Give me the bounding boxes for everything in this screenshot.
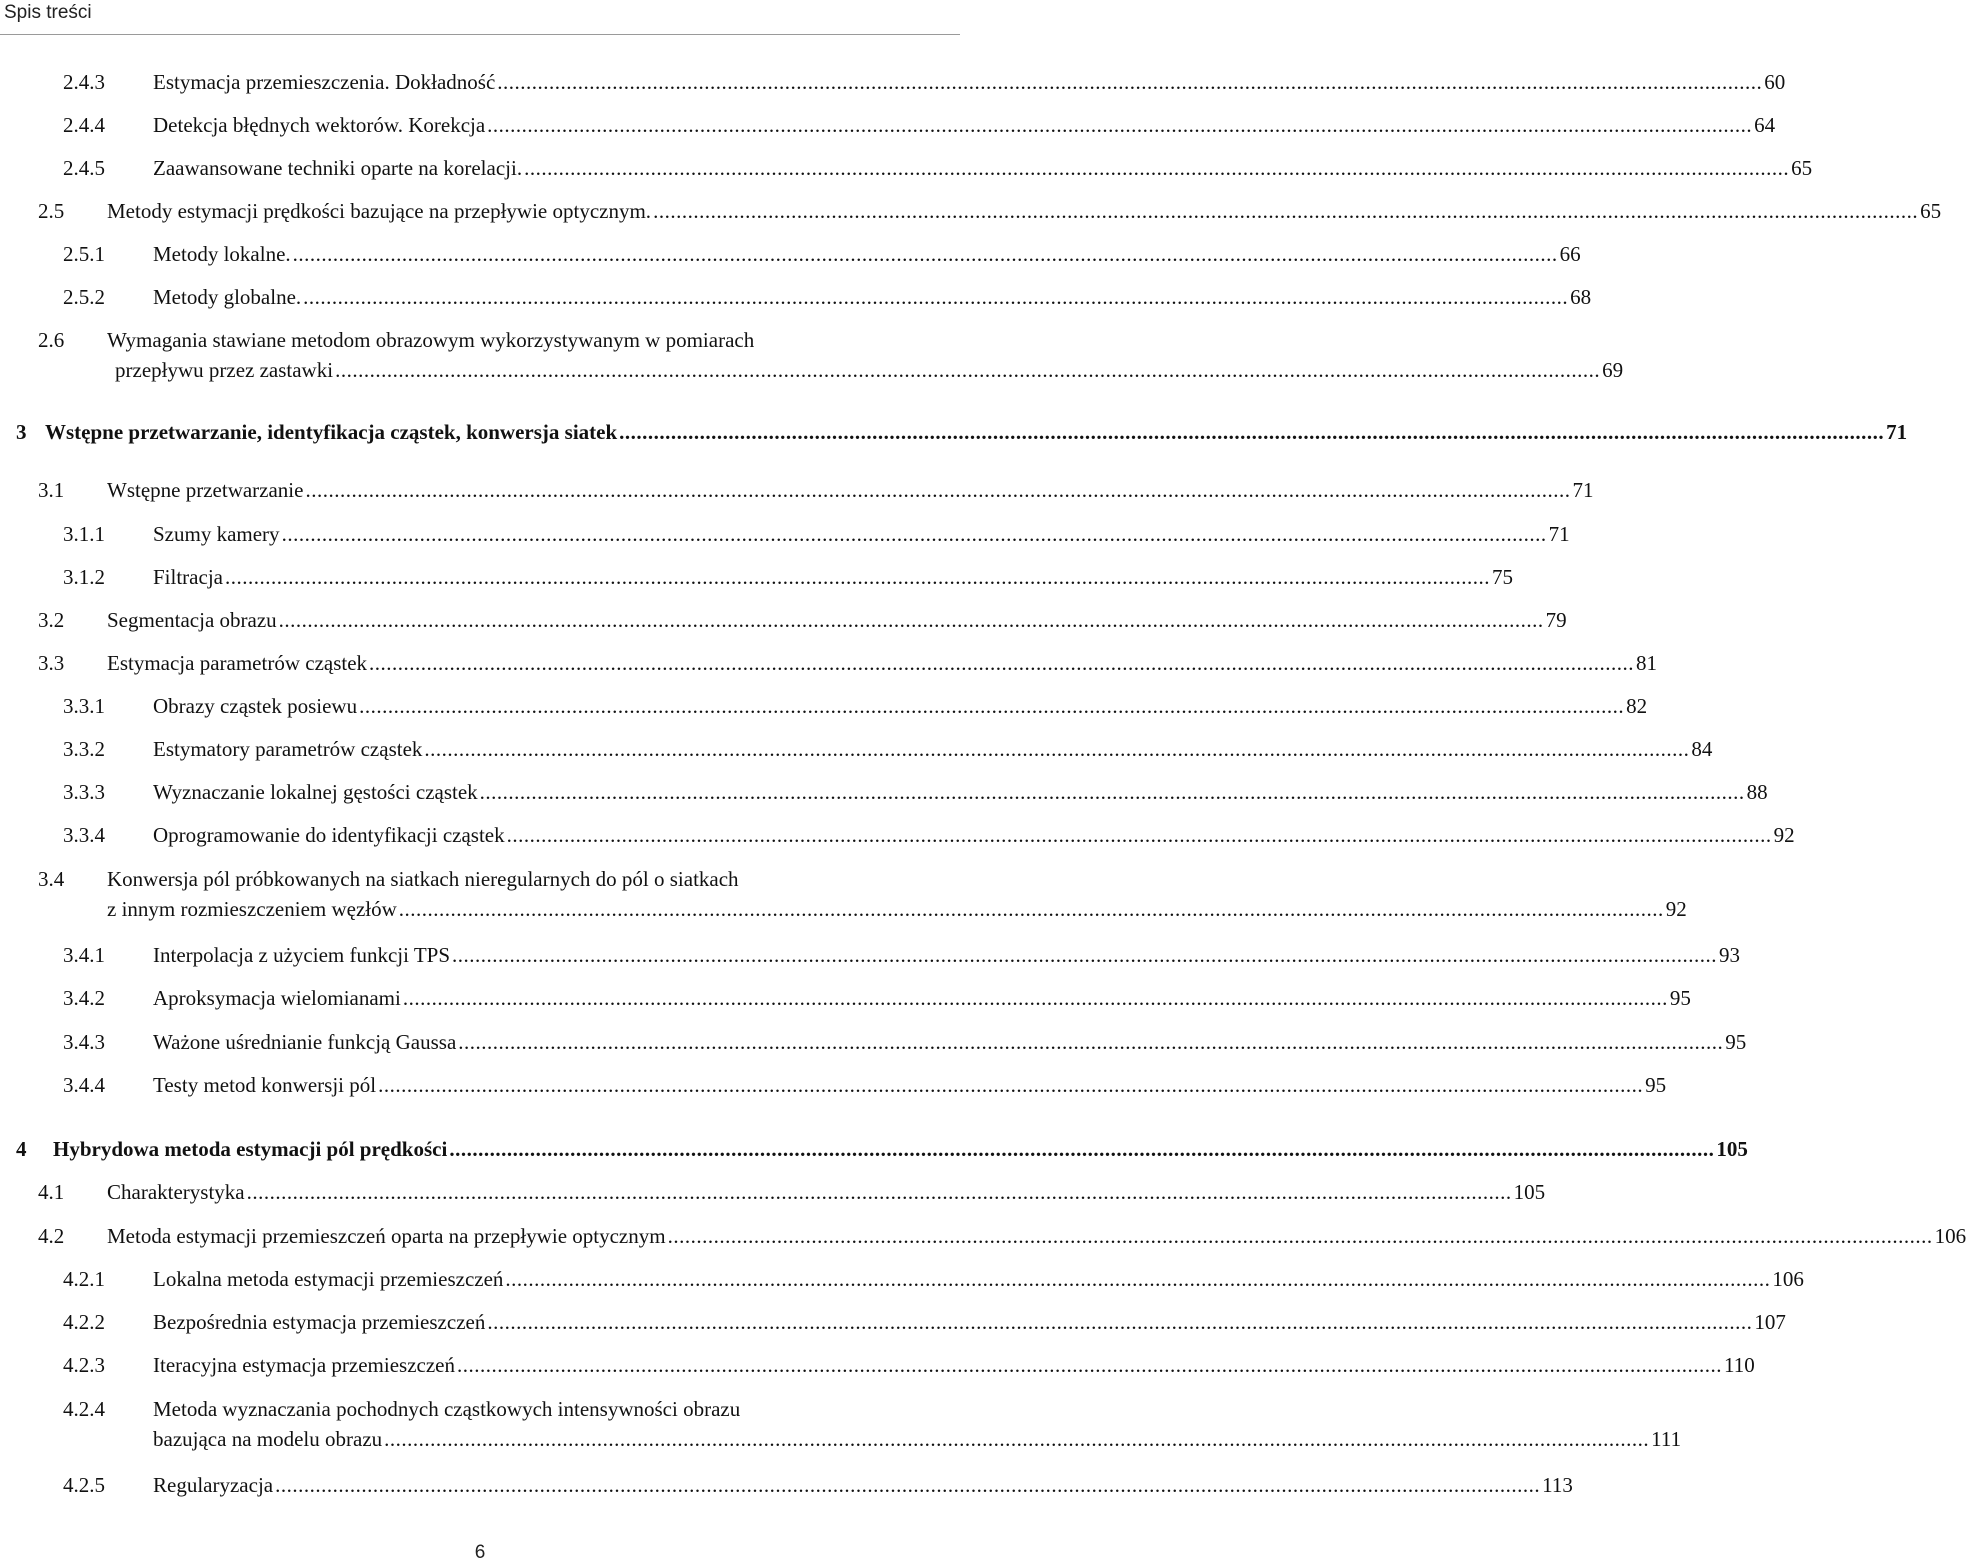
toc-entry-page: 79: [1545, 608, 1567, 632]
toc-entry-title: Ważone uśrednianie funkcją Gaussa: [153, 1030, 457, 1054]
toc-entry-number: 4.2: [38, 1224, 65, 1248]
toc-entry-title: Charakterystyka: [107, 1180, 245, 1204]
toc-entry-number: 4.2.3: [63, 1353, 105, 1377]
page-header: [0, 0, 960, 35]
toc-entry-title: Metoda estymacji przemieszczeń oparta na przepływie optycznym: [107, 1224, 666, 1248]
toc-entry-page: 110: [1723, 1353, 1755, 1377]
toc-entry-number: 4: [16, 1137, 27, 1161]
header-title: Spis treści: [4, 2, 92, 23]
toc-entry-page: 65: [1920, 199, 1942, 223]
dot-leader: ............................................................................................................................................................................................................................: [335, 358, 1601, 382]
dot-leader: ............................................................................................................................................................................................................................: [402, 986, 1668, 1010]
toc-entry-title: Metoda wyznaczania pochodnych cząstkowych intensywności obrazu: [153, 1397, 741, 1421]
toc-entry-page: 65: [1791, 156, 1813, 180]
dot-leader: ............................................................................................................................................................................................................................: [619, 420, 1885, 444]
toc-entry-page: 92: [1773, 823, 1795, 847]
toc-entry-number: 3.4.2: [63, 986, 105, 1010]
toc-entry-number: 3.3: [38, 651, 65, 675]
toc-entry-number: 4.2.1: [63, 1267, 105, 1291]
dot-leader: ............................................................................................................................................................................................................................: [398, 897, 1664, 921]
toc-entry-page: 105: [1513, 1180, 1546, 1204]
toc-entry-number: 2.5: [38, 199, 65, 223]
toc-entry-page: 111: [1651, 1427, 1682, 1451]
toc-entry-number: 3.4.3: [63, 1030, 105, 1054]
toc-entry-page: 95: [1725, 1030, 1747, 1054]
toc-entry-page: 95: [1645, 1073, 1667, 1097]
toc-entry-title: Hybrydowa metoda estymacji pól prędkości: [53, 1137, 448, 1161]
dot-leader: ............................................................................................................................................................................................................................: [487, 1310, 1753, 1334]
toc-entry-title: Aproksymacja wielomianami: [153, 986, 401, 1010]
dot-leader: ............................................................................................................................................................................................................................: [378, 1073, 1644, 1097]
dot-leader: ............................................................................................................................................................................................................................: [275, 1473, 1541, 1497]
dot-leader: ............................................................................................................................................................................................................................: [667, 1224, 1933, 1248]
toc-entry-number: 3.3.3: [63, 780, 105, 804]
toc-entry-title: Estymacja przemieszczenia. Dokładność: [153, 70, 496, 94]
dot-leader: ............................................................................................................................................................................................................................: [505, 1267, 1771, 1291]
toc-entry-page: 64: [1754, 113, 1776, 137]
toc-entry-number: 4.2.5: [63, 1473, 105, 1497]
toc-entry-page: 105: [1716, 1137, 1748, 1161]
toc-entry-number: 3.1.2: [63, 565, 105, 589]
dot-leader: ............................................................................................................................................................................................................................: [487, 113, 1753, 137]
dot-leader: ............................................................................................................................................................................................................................: [303, 285, 1569, 309]
dot-leader: ............................................................................................................................................................................................................................: [653, 199, 1919, 223]
toc-entry-number: 3.1.1: [63, 522, 105, 546]
toc-entry-page: 75: [1491, 565, 1513, 589]
dot-leader: ............................................................................................................................................................................................................................: [456, 1353, 1722, 1377]
toc-entry-number: 2.4.3: [63, 70, 105, 94]
dot-leader: ............................................................................................................................................................................................................................: [524, 156, 1790, 180]
toc-entry-title: bazująca na modelu obrazu: [153, 1427, 383, 1451]
toc-entry-title: Segmentacja obrazu: [107, 608, 277, 632]
toc-entry-title: Zaawansowane techniki oparte na korelacji.: [153, 156, 523, 180]
toc-entry-page: 93: [1719, 943, 1741, 967]
toc-entry-title: Estymatory parametrów cząstek: [153, 737, 423, 761]
dot-leader: ............................................................................................................................................................................................................................: [224, 565, 1490, 589]
toc-entry-number: 4.1: [38, 1180, 65, 1204]
toc-entry-number: 2.4.4: [63, 113, 105, 137]
toc-entry-title: Filtracja: [153, 565, 223, 589]
toc-entry-title: Detekcja błędnych wektorów. Korekcja: [153, 113, 486, 137]
toc-entry-title: Obrazy cząstek posiewu: [153, 694, 358, 718]
toc-entry-number: 2.5.2: [63, 285, 105, 309]
toc-entry-page: 95: [1669, 986, 1691, 1010]
toc-entry-title: Bezpośrednia estymacja przemieszczeń: [153, 1310, 486, 1334]
dot-leader: ............................................................................................................................................................................................................................: [424, 737, 1690, 761]
toc-entry-page: 107: [1754, 1310, 1786, 1334]
toc-entry-number: 3.1: [38, 478, 65, 502]
toc-entry-page: 84: [1691, 737, 1713, 761]
dot-leader: ............................................................................................................................................................................................................................: [369, 651, 1635, 675]
toc-entry-page: 113: [1542, 1473, 1573, 1497]
dot-leader: ............................................................................................................................................................................................................................: [449, 1137, 1715, 1161]
toc-entry-number: 3.3.1: [63, 694, 105, 718]
dot-leader: ............................................................................................................................................................................................................................: [452, 943, 1718, 967]
toc-entry-title: Szumy kamery: [153, 522, 280, 546]
toc-entry-number: 3.4.1: [63, 943, 105, 967]
toc-entry-number: 2.5.1: [63, 242, 105, 266]
toc-entry-number: 2.4.5: [63, 156, 105, 180]
toc-entry-page: 106: [1772, 1267, 1804, 1291]
toc-entry-title: Metody estymacji prędkości bazujące na przepływie optycznym.: [107, 199, 652, 223]
toc-entry-page: 69: [1602, 358, 1624, 382]
toc-entry-title: Metody globalne.: [153, 285, 302, 309]
toc-entry-title: Wyznaczanie lokalnej gęstości cząstek: [153, 780, 478, 804]
dot-leader: ............................................................................................................................................................................................................................: [292, 242, 1558, 266]
toc-entry-number: 3.2: [38, 608, 65, 632]
toc-entry-page: 81: [1636, 651, 1658, 675]
toc-entry-page: 66: [1559, 242, 1581, 266]
toc-entry-page: 60: [1764, 70, 1786, 94]
toc-entry-title: Regularyzacja: [153, 1473, 274, 1497]
toc-entry-title: Testy metod konwersji pól: [153, 1073, 377, 1097]
toc-entry-title: z innym rozmieszczeniem węzłów: [107, 897, 397, 921]
dot-leader: ............................................................................................................................................................................................................................: [497, 70, 1763, 94]
toc-entry-page: 88: [1746, 780, 1768, 804]
page-number: 6: [474, 1542, 486, 1563]
toc-entry-page: 92: [1665, 897, 1687, 921]
dot-leader: ............................................................................................................................................................................................................................: [278, 608, 1544, 632]
toc-entry-number: 3: [16, 420, 27, 444]
toc-entry-title: Metody lokalne.: [153, 242, 291, 266]
toc-entry-number: 3.4: [38, 867, 65, 891]
toc-entry-number: 3.4.4: [63, 1073, 105, 1097]
dot-leader: ............................................................................................................................................................................................................................: [506, 823, 1772, 847]
toc-entry-number: 3.3.2: [63, 737, 105, 761]
toc-entry-page: 82: [1626, 694, 1648, 718]
toc-entry-title: Konwersja pól próbkowanych na siatkach nieregularnych do pól o siatkach: [107, 867, 739, 891]
toc-entry-page: 68: [1570, 285, 1592, 309]
toc-entry-number: 2.6: [38, 328, 65, 352]
dot-leader: ............................................................................................................................................................................................................................: [281, 522, 1547, 546]
toc-entry-title: przepływu przez zastawki: [115, 358, 334, 382]
toc-entry-page: 71: [1886, 420, 1908, 444]
toc-entry-page: 71: [1548, 522, 1570, 546]
toc-entry-title: Wymagania stawiane metodom obrazowym wykorzystywanym w pomiarach: [107, 328, 755, 352]
dot-leader: ............................................................................................................................................................................................................................: [479, 780, 1745, 804]
toc-entry-title: Oprogramowanie do identyfikacji cząstek: [153, 823, 505, 847]
dot-leader: ............................................................................................................................................................................................................................: [359, 694, 1625, 718]
toc-entry-page: 71: [1572, 478, 1594, 502]
toc-entry-page: 106: [1934, 1224, 1966, 1248]
dot-leader: ............................................................................................................................................................................................................................: [246, 1180, 1512, 1204]
toc-entry-title: Iteracyjna estymacja przemieszczeń: [153, 1353, 455, 1377]
toc-entry-title: Wstępne przetwarzanie: [107, 478, 304, 502]
toc-entry-title: Wstępne przetwarzanie, identyfikacja cząstek, konwersja siatek: [45, 420, 618, 444]
toc-entry-number: 4.2.2: [63, 1310, 105, 1334]
dot-leader: ............................................................................................................................................................................................................................: [384, 1427, 1650, 1451]
dot-leader: ............................................................................................................................................................................................................................: [305, 478, 1571, 502]
toc-entry-title: Lokalna metoda estymacji przemieszczeń: [153, 1267, 504, 1291]
toc-entry-title: Interpolacja z użyciem funkcji TPS: [153, 943, 451, 967]
dot-leader: ............................................................................................................................................................................................................................: [458, 1030, 1724, 1054]
toc-entry-title: Estymacja parametrów cząstek: [107, 651, 368, 675]
toc-entry-number: 3.3.4: [63, 823, 105, 847]
toc-entry-number: 4.2.4: [63, 1397, 105, 1421]
